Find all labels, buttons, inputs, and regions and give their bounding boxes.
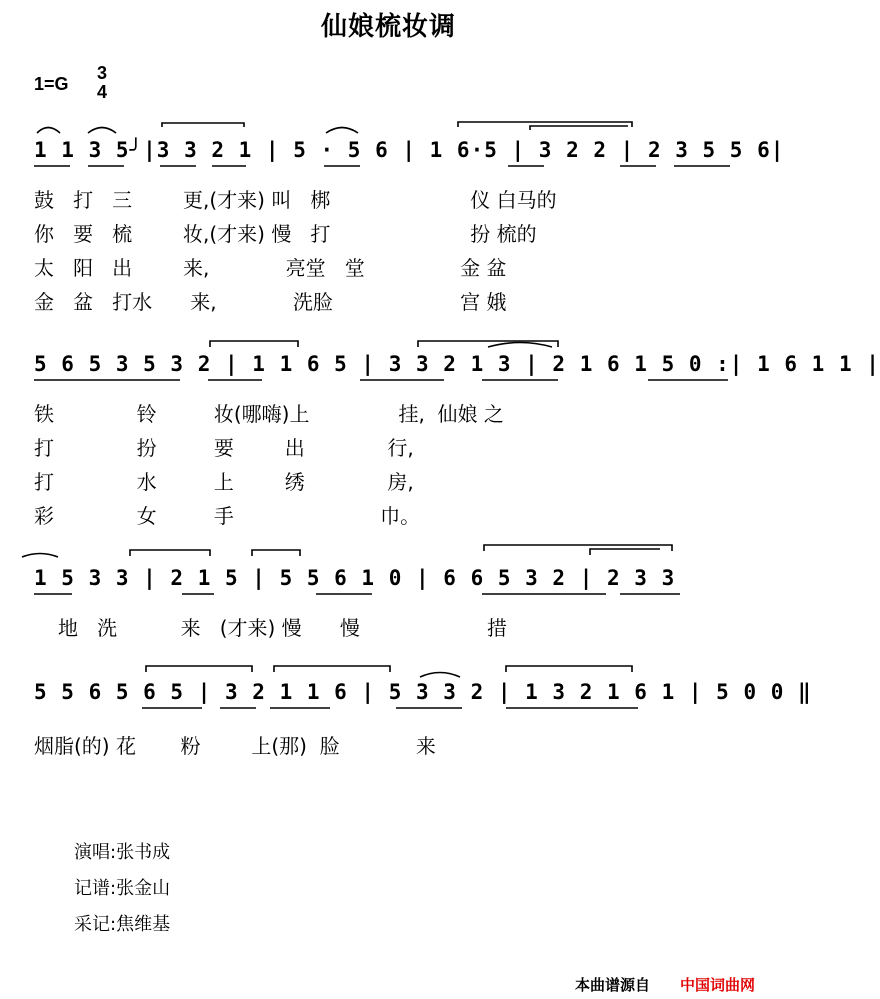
lyric-row-1-verse-4: 金 盆 打水 来, 洗脸 宫 娥 bbox=[34, 290, 507, 314]
credit-name: 张金山 bbox=[116, 878, 171, 899]
credit-label: 记谱: bbox=[74, 878, 117, 899]
lyric-row-2-verse-3: 打 水 上 绣 房, bbox=[34, 470, 414, 494]
time-signature-top: 3 bbox=[96, 63, 107, 83]
lyric-row-1-verse-1: 鼓 打 三 更,(才来) 叫 梆 仪 白马的 bbox=[34, 188, 557, 212]
credit-collector bbox=[74, 910, 170, 936]
footer-source: 本曲谱源自 bbox=[575, 976, 651, 994]
key-signature: 1=G bbox=[34, 74, 69, 94]
lyric-row-1-verse-3: 太 阳 出 来, 亮堂 堂 金 盆 bbox=[34, 256, 507, 280]
footer-site-link[interactable]: 中国词曲网 bbox=[680, 976, 756, 994]
time-signature bbox=[94, 64, 110, 102]
page-title: 仙娘梳妆调 bbox=[320, 12, 456, 42]
credit-notation bbox=[74, 874, 170, 900]
notation-row-3: 1 5 3 3 | 2 1 5 | 5 5 6 1 0 | 6 6 5 3 2 | 2 3 3 bbox=[34, 566, 676, 590]
notation-row-2: 5 6 5 3 5 3 2 | 1 1 6 5 | 3 3 2 1 3 | 2 1 6 1 5 0 :| 1 6 1 1 | bbox=[34, 352, 880, 376]
credit-name: 张书成 bbox=[116, 842, 171, 863]
notation-row-4: 5 5 6 5 6 5 | 3 2 1 1 6 | 5 3 3 2 | 1 3 2 1 6 1 | 5 0 0 ‖ bbox=[34, 680, 812, 704]
notation-row-1: 1 1 3 5╯|3 3 2 1 | 5 · 5 6 | 1 6·5 | 3 2 2 | 2 3 5 5 6| bbox=[34, 138, 785, 162]
lyric-row-1-verse-2: 你 要 梳 妆,(才来) 慢 打 扮 梳的 bbox=[34, 222, 537, 246]
credit-label: 采记: bbox=[74, 914, 117, 935]
time-signature-bottom: 4 bbox=[96, 82, 107, 102]
lyric-row-2-verse-1: 铁 铃 妆(哪嗨)上 挂, 仙娘 之 bbox=[34, 402, 504, 426]
credit-label: 演唱: bbox=[74, 842, 117, 863]
credit-singer bbox=[74, 838, 170, 864]
lyric-row-4-verse-1: 烟脂(的) 花 粉 上(那) 脸 来 bbox=[34, 734, 436, 758]
lyric-row-2-verse-2: 打 扮 要 出 行, bbox=[34, 436, 414, 460]
credit-name: 焦维基 bbox=[116, 914, 171, 935]
lyric-row-3-verse-1: 地 洗 来 (才来) 慢 慢 措 bbox=[58, 616, 507, 640]
lyric-row-2-verse-4: 彩 女 手 巾。 bbox=[34, 504, 421, 528]
